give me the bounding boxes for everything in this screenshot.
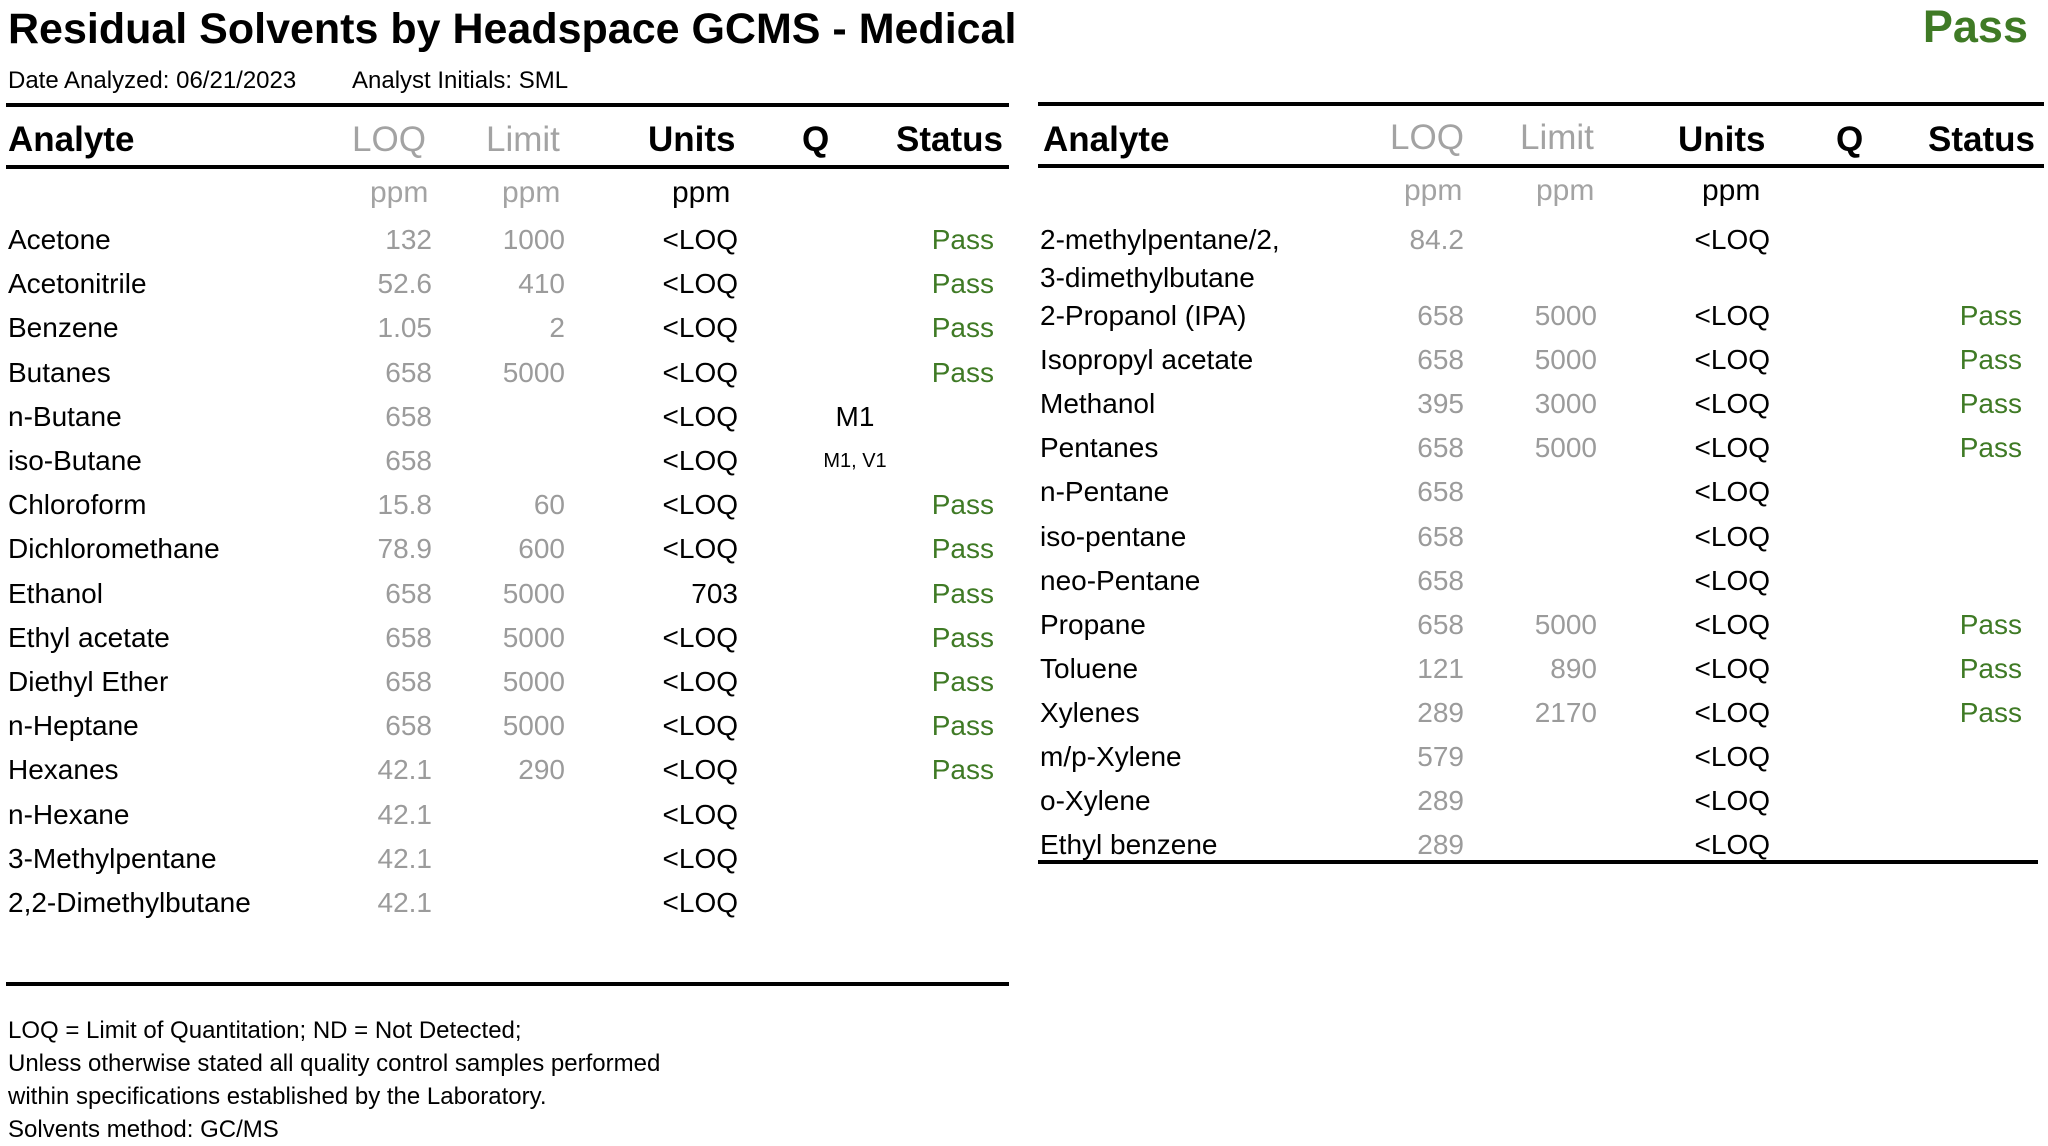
loq-value: 658 xyxy=(385,400,432,432)
loq-value: 52.6 xyxy=(377,268,432,300)
right-header-q: Q xyxy=(1836,120,1864,159)
loq-value: 42.1 xyxy=(377,887,432,918)
loq-value: 658 xyxy=(1417,300,1464,331)
analyte-name: Isopropyl acetate xyxy=(1040,344,1254,376)
loq-value: 658 xyxy=(385,710,432,742)
status-value: Pass xyxy=(1959,696,2022,728)
analyte-name: Ethanol xyxy=(8,577,103,609)
result-value: <LOQ xyxy=(662,842,738,874)
result-value: <LOQ xyxy=(662,710,738,742)
status-value: Pass xyxy=(1959,652,2022,684)
loq-value: 289 xyxy=(1417,829,1464,861)
result-value: <LOQ xyxy=(1694,696,1770,728)
result-value: <LOQ xyxy=(662,400,738,432)
status-value: Pass xyxy=(931,356,994,388)
loq-value: 289 xyxy=(1417,785,1464,817)
result-value: <LOQ xyxy=(1694,785,1770,817)
analyte-name: Acetonitrile xyxy=(8,268,147,300)
status-value: Pass xyxy=(1959,300,2022,331)
right-bottom-rule xyxy=(1038,860,2038,864)
limit-value: 2 xyxy=(549,312,565,344)
left-header-status: Status xyxy=(896,120,1003,159)
status-value: Pass xyxy=(1959,388,2022,420)
loq-value: 658 xyxy=(385,577,432,609)
limit-value: 5000 xyxy=(502,577,565,609)
footnote-line-2: Unless otherwise stated all quality control samples performed xyxy=(8,1050,661,1077)
result-value: <LOQ xyxy=(662,312,738,344)
limit-value: 1000 xyxy=(502,224,565,255)
right-header-status: Status xyxy=(1928,120,2035,159)
analyte-name: Dichloromethane xyxy=(8,533,220,565)
left-unit-result: ppm xyxy=(672,176,731,209)
left-header-q: Q xyxy=(802,120,830,159)
loq-value: 658 xyxy=(1417,344,1464,376)
right-unit-result: ppm xyxy=(1702,174,1761,207)
qualifier: M1 xyxy=(835,400,875,432)
status-value: Pass xyxy=(931,489,994,521)
result-value: <LOQ xyxy=(662,887,738,918)
loq-value: 658 xyxy=(385,356,432,388)
analyte-name: Toluene xyxy=(1040,652,1139,684)
loq-value: 658 xyxy=(385,445,432,476)
overall-status: Pass xyxy=(1922,1,2028,52)
analyte-name: Xylenes xyxy=(1040,696,1140,728)
analyte-name: Acetone xyxy=(8,224,111,255)
status-value: Pass xyxy=(1959,432,2022,464)
loq-value: 121 xyxy=(1417,652,1464,684)
result-value: <LOQ xyxy=(662,754,738,786)
right-unit-loq: ppm xyxy=(1404,174,1463,207)
loq-value: 84.2 xyxy=(1409,224,1464,255)
status-value: Pass xyxy=(931,533,994,565)
result-value: <LOQ xyxy=(1694,224,1770,255)
analyst-initials: Analyst Initials: SML xyxy=(352,67,569,94)
limit-value: 2170 xyxy=(1534,696,1597,728)
limit-value: 5000 xyxy=(502,356,565,388)
result-value: <LOQ xyxy=(1694,608,1770,640)
right-header-loq: LOQ xyxy=(1390,118,1464,157)
loq-value: 658 xyxy=(385,666,432,697)
report-title: Residual Solvents by Headspace GCMS - Medical xyxy=(8,5,1017,53)
left-header-limit: Limit xyxy=(486,120,560,159)
loq-value: 42.1 xyxy=(377,842,432,874)
analyte-name: Propane xyxy=(1040,608,1146,640)
loq-value: 42.1 xyxy=(377,798,432,830)
analyte-name: Diethyl Ether xyxy=(8,666,169,697)
footnote-line-3: within specifications established by the Laboratory. xyxy=(8,1083,547,1110)
limit-value: 5000 xyxy=(1534,608,1597,640)
analyte-name: Hexanes xyxy=(8,754,119,786)
result-value: <LOQ xyxy=(662,445,738,476)
loq-value: 658 xyxy=(1417,520,1464,552)
left-header-units: Units xyxy=(648,120,736,159)
loq-value: 658 xyxy=(1417,564,1464,596)
right-header-limit: Limit xyxy=(1520,118,1594,157)
analyte-name-line-2: 3-dimethylbutane xyxy=(1040,262,1255,293)
limit-value: 60 xyxy=(533,489,565,521)
status-value: Pass xyxy=(931,224,994,255)
loq-value: 658 xyxy=(385,621,432,653)
result-value: 703 xyxy=(691,577,738,609)
analyte-name: Chloroform xyxy=(8,489,147,521)
limit-value: 5000 xyxy=(502,710,565,742)
loq-value: 658 xyxy=(1417,476,1464,508)
status-value: Pass xyxy=(931,710,994,742)
result-value: <LOQ xyxy=(1694,432,1770,464)
analyte-name: n-Pentane xyxy=(1040,476,1170,508)
analyte-name: 2-methylpentane/2, xyxy=(1040,224,1280,255)
footnote-line-4: Solvents method: GC/MS xyxy=(8,1116,279,1143)
analyte-name: m/p-Xylene xyxy=(1040,741,1182,772)
loq-value: 42.1 xyxy=(377,754,432,786)
status-value: Pass xyxy=(931,666,994,697)
status-value: Pass xyxy=(931,268,994,300)
left-header-analyte: Analyte xyxy=(8,120,135,159)
result-value: <LOQ xyxy=(1694,520,1770,552)
analyte-name: neo-Pentane xyxy=(1040,564,1201,596)
left-top-rule xyxy=(6,103,1009,107)
left-unit-loq: ppm xyxy=(370,176,429,209)
result-value: <LOQ xyxy=(1694,300,1770,331)
analyte-name: Benzene xyxy=(8,312,119,344)
limit-value: 5000 xyxy=(502,666,565,697)
qualifier: M1, V1 xyxy=(823,450,887,472)
analyte-name: 2,2-Dimethylbutane xyxy=(8,887,251,918)
loq-value: 132 xyxy=(385,224,432,255)
analyte-name: Methanol xyxy=(1040,388,1156,420)
result-value: <LOQ xyxy=(1694,476,1770,508)
analyte-name: Ethyl benzene xyxy=(1040,829,1218,861)
analyte-name: Butanes xyxy=(8,356,111,388)
limit-value: 290 xyxy=(518,754,565,786)
analyte-name: iso-Butane xyxy=(8,445,142,476)
status-value: Pass xyxy=(931,621,994,653)
limit-value: 5000 xyxy=(1534,432,1597,464)
limit-value: 410 xyxy=(518,268,565,300)
left-bottom-rule xyxy=(6,982,1009,986)
left-unit-limit: ppm xyxy=(502,176,561,209)
limit-value: 3000 xyxy=(1534,388,1597,420)
limit-value: 890 xyxy=(1550,652,1597,684)
result-value: <LOQ xyxy=(1694,829,1770,861)
result-value: <LOQ xyxy=(662,356,738,388)
right-header-rule xyxy=(1038,164,2044,168)
result-value: <LOQ xyxy=(1694,564,1770,596)
right-header-units: Units xyxy=(1678,120,1766,159)
result-value: <LOQ xyxy=(662,268,738,300)
result-value: <LOQ xyxy=(662,798,738,830)
left-header-rule xyxy=(6,165,1009,169)
limit-value: 5000 xyxy=(1534,300,1597,331)
limit-value: 5000 xyxy=(502,621,565,653)
right-unit-limit: ppm xyxy=(1536,174,1595,207)
analyte-name: n-Heptane xyxy=(8,710,139,742)
result-value: <LOQ xyxy=(1694,741,1770,772)
status-value: Pass xyxy=(931,577,994,609)
analyte-name: 3-Methylpentane xyxy=(8,842,217,874)
loq-value: 15.8 xyxy=(377,489,432,521)
status-value: Pass xyxy=(931,754,994,786)
loq-value: 658 xyxy=(1417,432,1464,464)
footnote-line-1: LOQ = Limit of Quantitation; ND = Not Detected; xyxy=(8,1017,522,1044)
loq-value: 579 xyxy=(1417,741,1464,772)
left-header-loq: LOQ xyxy=(352,120,426,159)
result-value: <LOQ xyxy=(662,489,738,521)
right-top-rule xyxy=(1038,102,2044,106)
status-value: Pass xyxy=(1959,608,2022,640)
loq-value: 658 xyxy=(1417,608,1464,640)
loq-value: 395 xyxy=(1417,388,1464,420)
analyte-name: n-Butane xyxy=(8,400,122,432)
limit-value: 5000 xyxy=(1534,344,1597,376)
result-value: <LOQ xyxy=(662,621,738,653)
analyte-name: Pentanes xyxy=(1040,432,1159,464)
status-value: Pass xyxy=(1959,344,2022,376)
date-analyzed: Date Analyzed: 06/21/2023 xyxy=(8,67,297,94)
loq-value: 78.9 xyxy=(377,533,432,565)
right-header-analyte: Analyte xyxy=(1043,120,1170,159)
result-value: <LOQ xyxy=(662,666,738,697)
limit-value: 600 xyxy=(518,533,565,565)
loq-value: 1.05 xyxy=(377,312,432,344)
analyte-name: iso-pentane xyxy=(1040,520,1187,552)
analyte-name: o-Xylene xyxy=(1040,785,1151,817)
status-value: Pass xyxy=(931,312,994,344)
result-value: <LOQ xyxy=(662,224,738,255)
analyte-name: 2-Propanol (IPA) xyxy=(1040,300,1247,331)
loq-value: 289 xyxy=(1417,696,1464,728)
result-value: <LOQ xyxy=(1694,388,1770,420)
result-value: <LOQ xyxy=(1694,652,1770,684)
analyte-name: n-Hexane xyxy=(8,798,130,830)
analyte-name: Ethyl acetate xyxy=(8,621,170,653)
result-value: <LOQ xyxy=(1694,344,1770,376)
result-value: <LOQ xyxy=(662,533,738,565)
